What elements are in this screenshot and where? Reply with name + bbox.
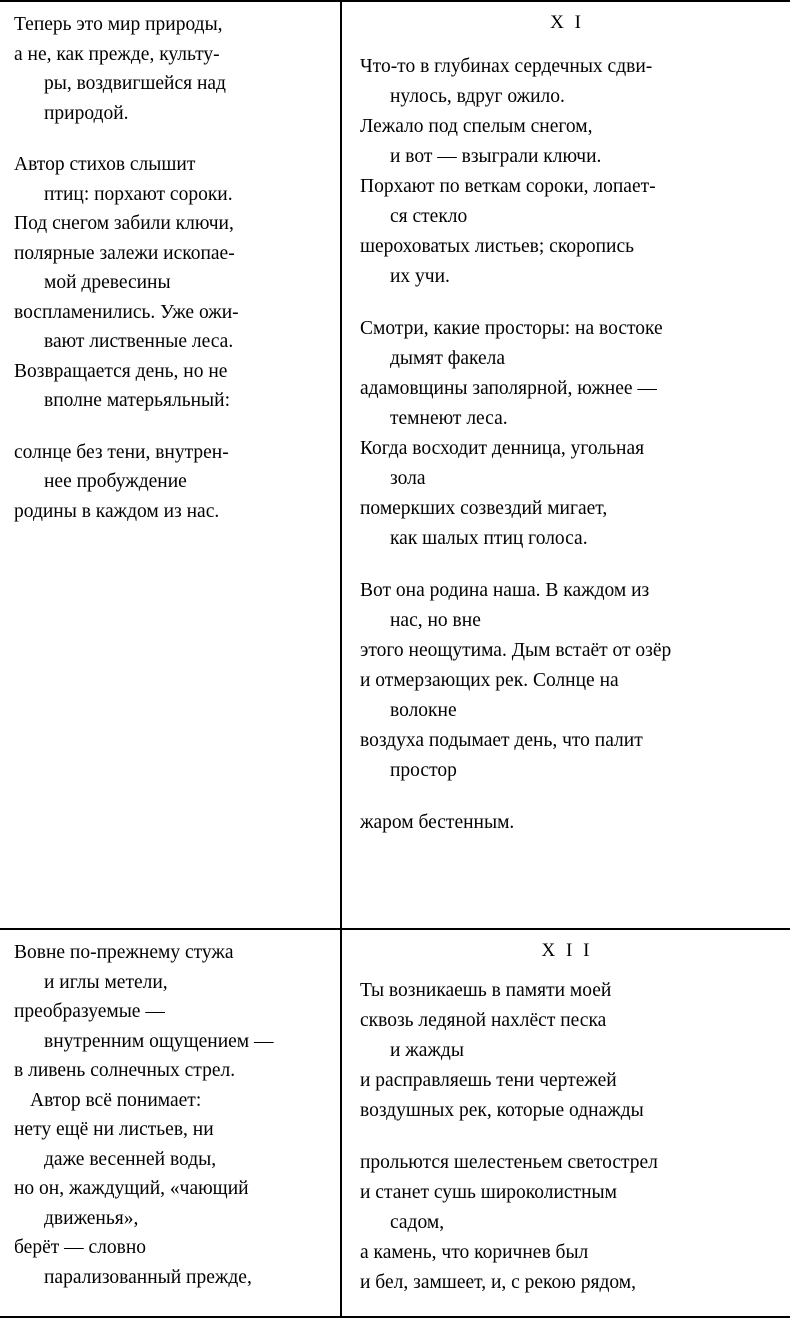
poem-line: мой древесины: [44, 272, 171, 293]
poem-stanza: [360, 314, 774, 554]
poem-stanza: [14, 10, 326, 128]
poem-stanza: [14, 938, 326, 1292]
poem-line: птиц: порхают сороки.: [44, 183, 233, 205]
poem-line: движенья»,: [44, 1207, 139, 1229]
poem-line: вают лиственные леса.: [44, 331, 234, 352]
poem-line: этого неощутима. Дым встаёт от озёр: [360, 640, 672, 661]
poem-block-xi: [0, 2, 790, 930]
poem-line: Вовне по-прежнему стужа: [14, 942, 234, 963]
poem-line: и жажды: [390, 1040, 464, 1061]
poem-number-xii: X I I: [541, 940, 593, 961]
poem-line: садом,: [390, 1212, 445, 1233]
poem-line: и отмерзающих рек. Солнце на: [360, 670, 619, 691]
poem-line: как шалых птиц голоса.: [390, 528, 588, 549]
poem-line: Вот она родина наша. В каждом из: [360, 580, 650, 601]
poem-stanza: [360, 808, 774, 838]
poem-line: и станет сушь широколистным: [360, 1182, 617, 1203]
poem-line: темнеют леса.: [390, 408, 508, 429]
poem-line: солнце без тени, внутрен-: [14, 441, 229, 463]
poem-line: шероховатых листьев; скоропись: [360, 236, 634, 257]
poem-line: природой.: [44, 102, 129, 124]
poem-line: воздуха подымает день, что палит: [360, 730, 643, 751]
poem-stanza: [360, 1148, 774, 1298]
poem-line: преобразуемые —: [14, 1001, 165, 1022]
poem-line: воспламенились. Уже ожи-: [14, 301, 239, 323]
right-column-poem-xi: [342, 2, 790, 928]
poem-block-xii: [0, 930, 790, 1316]
poem-stanza: [360, 976, 774, 1126]
poem-line: Ты возникаешь в памяти моей: [360, 980, 612, 1001]
poem-line: ры, воздвигшейся над: [44, 73, 226, 94]
poem-line: и расправляешь тени чертежей: [360, 1070, 617, 1091]
poem-line: парализованный прежде,: [44, 1266, 252, 1288]
poem-line: но он, жаждущий, «чающий: [14, 1178, 249, 1199]
poem-line: Лежало под спелым снегом,: [360, 116, 593, 137]
poem-line: померкших созвездий мигает,: [360, 498, 608, 519]
poem-line: простор: [390, 760, 457, 781]
poem-line: жаром бестенным.: [360, 812, 515, 833]
poem-line: дымят факела: [390, 348, 506, 369]
poem-line: прольются шелестеньем светострел: [360, 1152, 658, 1173]
poem-line: родины в каждом из нас.: [14, 500, 220, 522]
poem-line: зола: [390, 468, 426, 489]
poem-line: и иглы метели,: [44, 971, 168, 993]
poem-line: и бел, замшеет, и, с рекою рядом,: [360, 1272, 636, 1293]
poem-line: Что-то в глубинах сердечных сдви-: [360, 56, 653, 77]
poem-line: а не, как прежде, культу-: [14, 43, 220, 65]
poem-line: Автор всё понимает:: [30, 1089, 202, 1111]
poem-line: нас, но вне: [390, 610, 481, 631]
poem-line: сквозь ледяной нахлёст песка: [360, 1010, 607, 1031]
poem-line: полярные залежи ископае-: [14, 242, 235, 264]
poem-line: даже весенней воды,: [44, 1148, 217, 1170]
poem-line: нулось, вдруг ожило.: [390, 86, 565, 107]
poem-stanza: [360, 576, 774, 786]
poem-line: Смотри, какие просторы: на востоке: [360, 318, 663, 339]
poem-line: внутренним ощущением —: [44, 1030, 274, 1052]
poem-line: Под снегом забили ключи,: [14, 213, 234, 234]
poem-stanza: [14, 150, 326, 416]
poem-line: Автор стихов слышит: [14, 154, 196, 175]
poem-line: воздушных рек, которые однажды: [360, 1100, 644, 1121]
poem-stanza: [360, 52, 774, 292]
left-column-commentary-xii: [0, 930, 342, 1316]
left-column-commentary-xi: [0, 2, 342, 928]
poem-line: ся стекло: [390, 206, 468, 227]
poem-line: нету ещё ни листьев, ни: [14, 1119, 214, 1140]
poem-line: Теперь это мир природы,: [14, 14, 223, 35]
right-column-poem-xii: [342, 930, 790, 1316]
poem-line: вполне матерьяльный:: [44, 390, 230, 411]
poem-line: нее пробуждение: [44, 471, 187, 492]
poem-line: берёт — словно: [14, 1237, 147, 1258]
poem-line: в ливень солнечных стрел.: [14, 1060, 236, 1081]
poem-line: Когда восходит денница, угольная: [360, 438, 645, 459]
poem-line: и вот — взыграли ключи.: [390, 146, 602, 167]
poem-number-xi: X I: [550, 12, 584, 33]
poem-line: волокне: [390, 700, 457, 721]
poem-stanza: [14, 438, 326, 527]
poem-line: адамовщины заполярной, южнее —: [360, 378, 657, 399]
poem-line: а камень, что коричнев был: [360, 1242, 589, 1263]
poem-line: Возвращается день, но не: [14, 360, 228, 382]
poem-line: Порхают по веткам сороки, лопает-: [360, 176, 656, 197]
poem-line: их учи.: [390, 266, 450, 287]
